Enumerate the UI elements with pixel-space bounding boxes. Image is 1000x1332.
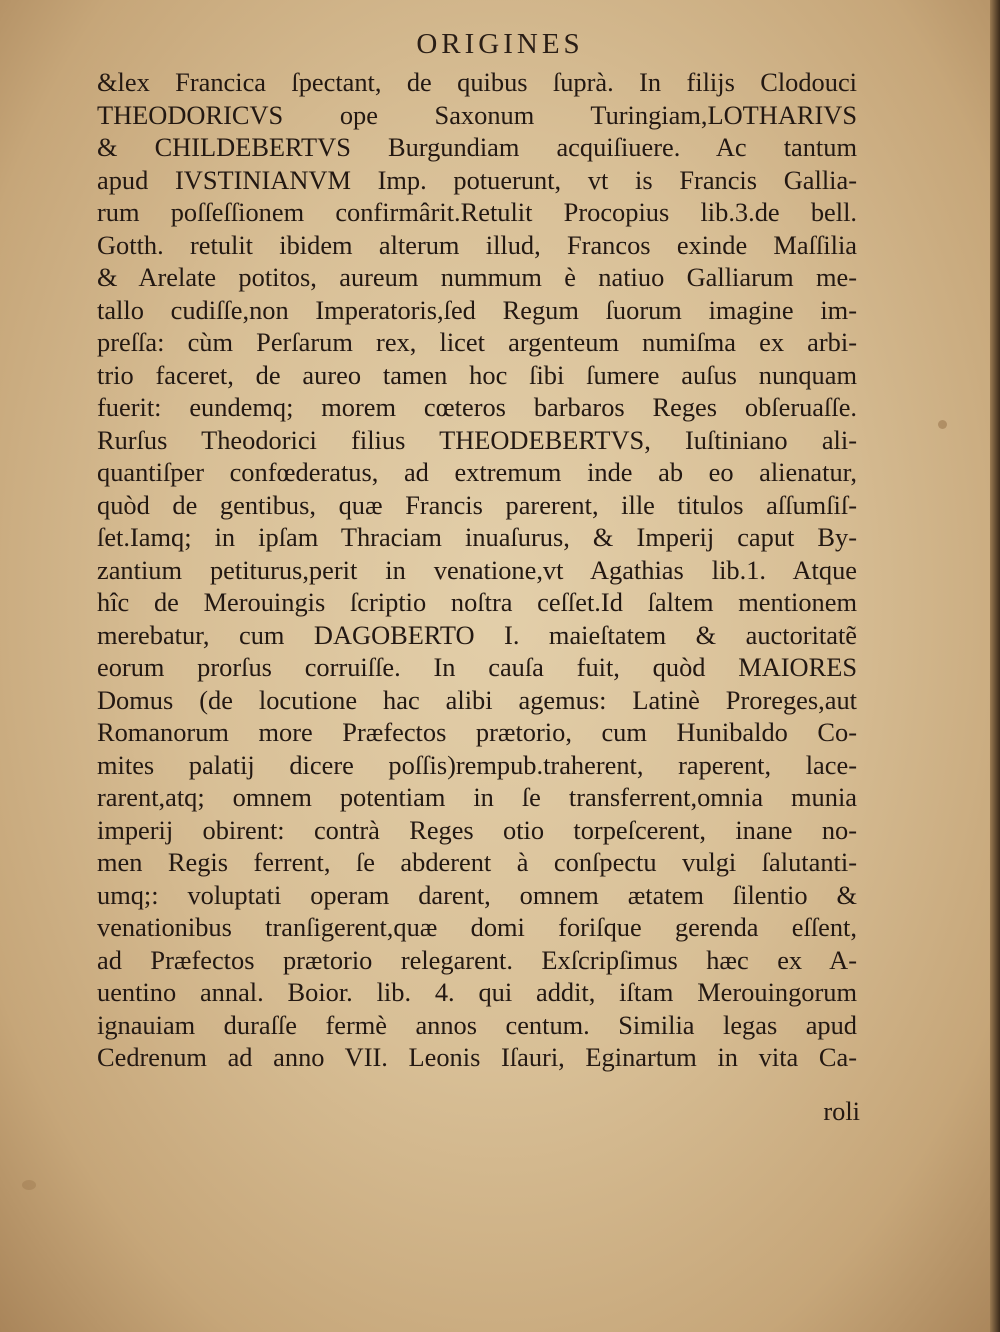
text-line: Romanorum more Præfectos prætorio, cum Hunibaldo Co-: [97, 717, 857, 747]
text-line: tallo cudiſſe,non Imperatoris,ſed Regum ſuorum imagine im-: [97, 294, 857, 325]
text-line: fuerit: eundemq; morem cœteros barbaros Reges obſeruaſſe.: [97, 392, 857, 422]
text-line: hîc de Merouingis ſcriptio noſtra ceſſet.Id ſaltem mentionem: [97, 587, 857, 617]
ink-stain: [22, 1180, 36, 1190]
text-line: imperij obirent: contrà Reges otio torpeſcerent, inane no-: [97, 814, 857, 845]
text-line: & Arelate potitos, aureum nummum è natiuo Galliarum me-: [97, 262, 857, 292]
catchword: roli: [823, 1096, 860, 1126]
text-line: zantium petiturus,perit in venatione,vt Agathias lib.1. Atque: [97, 554, 857, 585]
text-line: uentino annal. Boior. lib. 4. qui addit, iſtam Merouingorum: [97, 977, 857, 1007]
text-line: rum poſſeſſionem confirmârit.Retulit Procopius lib.3.de bell.: [97, 197, 857, 227]
text-line: apud IVSTINIANVM Imp. potuerunt, vt is Francis Gallia-: [97, 164, 857, 195]
text-line: umq;: voluptati operam darent, omnem ætatem ſilentio &: [97, 879, 857, 910]
text-line: quòd de gentibus, quæ Francis parerent, ille titulos aſſumſiſ-: [97, 489, 857, 520]
text-line: Gotth. retulit ibidem alterum illud, Francos exinde Maſſilia: [97, 229, 857, 260]
running-header: ORIGINES: [416, 28, 584, 60]
text-line: trio faceret, de aureo tamen hoc ſibi ſumere auſus nunquam: [97, 359, 857, 390]
text-line: eorum prorſus corruiſſe. In cauſa fuit, quòd MAIORES: [97, 652, 857, 682]
text-line: quantiſper confœderatus, ad extremum inde ab eo alienatur,: [97, 457, 857, 487]
text-line: &lex Francica ſpectant, de quibus ſuprà. In filijs Clodouci: [97, 67, 857, 97]
body-text: [97, 66, 857, 1074]
text-line: ſet.Iamq; in ipſam Thraciam inuaſurus, & Imperij caput By-: [97, 522, 857, 552]
text-line: merebatur, cum DAGOBERTO I. maieſtatem & auctoritatẽ: [97, 619, 857, 650]
text-line: ignauiam duraſſe fermè annos centum. Similia legas apud: [97, 1009, 857, 1040]
text-line: Domus (de locutione hac alibi agemus: Latinè Proreges,aut: [97, 684, 857, 715]
text-line: rarent,atq; omnem potentiam in ſe transferrent,omnia munia: [97, 782, 857, 812]
text-line: preſſa: cùm Perſarum rex, licet argenteum numiſma ex arbi-: [97, 327, 857, 357]
text-line: venationibus tranſigerent,quæ domi foriſque gerenda eſſent,: [97, 912, 857, 942]
text-line: mites palatij dicere poſſis)rempub.traherent, raperent, lace-: [97, 749, 857, 780]
text-line: Cedrenum ad anno VII. Leonis Iſauri, Eginartum in vita Ca-: [97, 1042, 857, 1072]
text-line: THEODORICVS ope Saxonum Turingiam,LOTHARIVS: [97, 99, 857, 130]
text-line: Rurſus Theodorici filius THEODEBERTVS, Iuſtiniano ali-: [97, 424, 857, 455]
ink-stain: [938, 420, 947, 429]
text-line: ad Præfectos prætorio relegarent. Exſcripſimus hæc ex A-: [97, 944, 857, 975]
text-line: men Regis ferrent, ſe abderent à conſpectu vulgi ſalutanti-: [97, 847, 857, 877]
text-line: & CHILDEBERTVS Burgundiam acquiſiuere. Ac tantum: [97, 132, 857, 162]
page-spine-shadow: [990, 0, 1000, 1332]
